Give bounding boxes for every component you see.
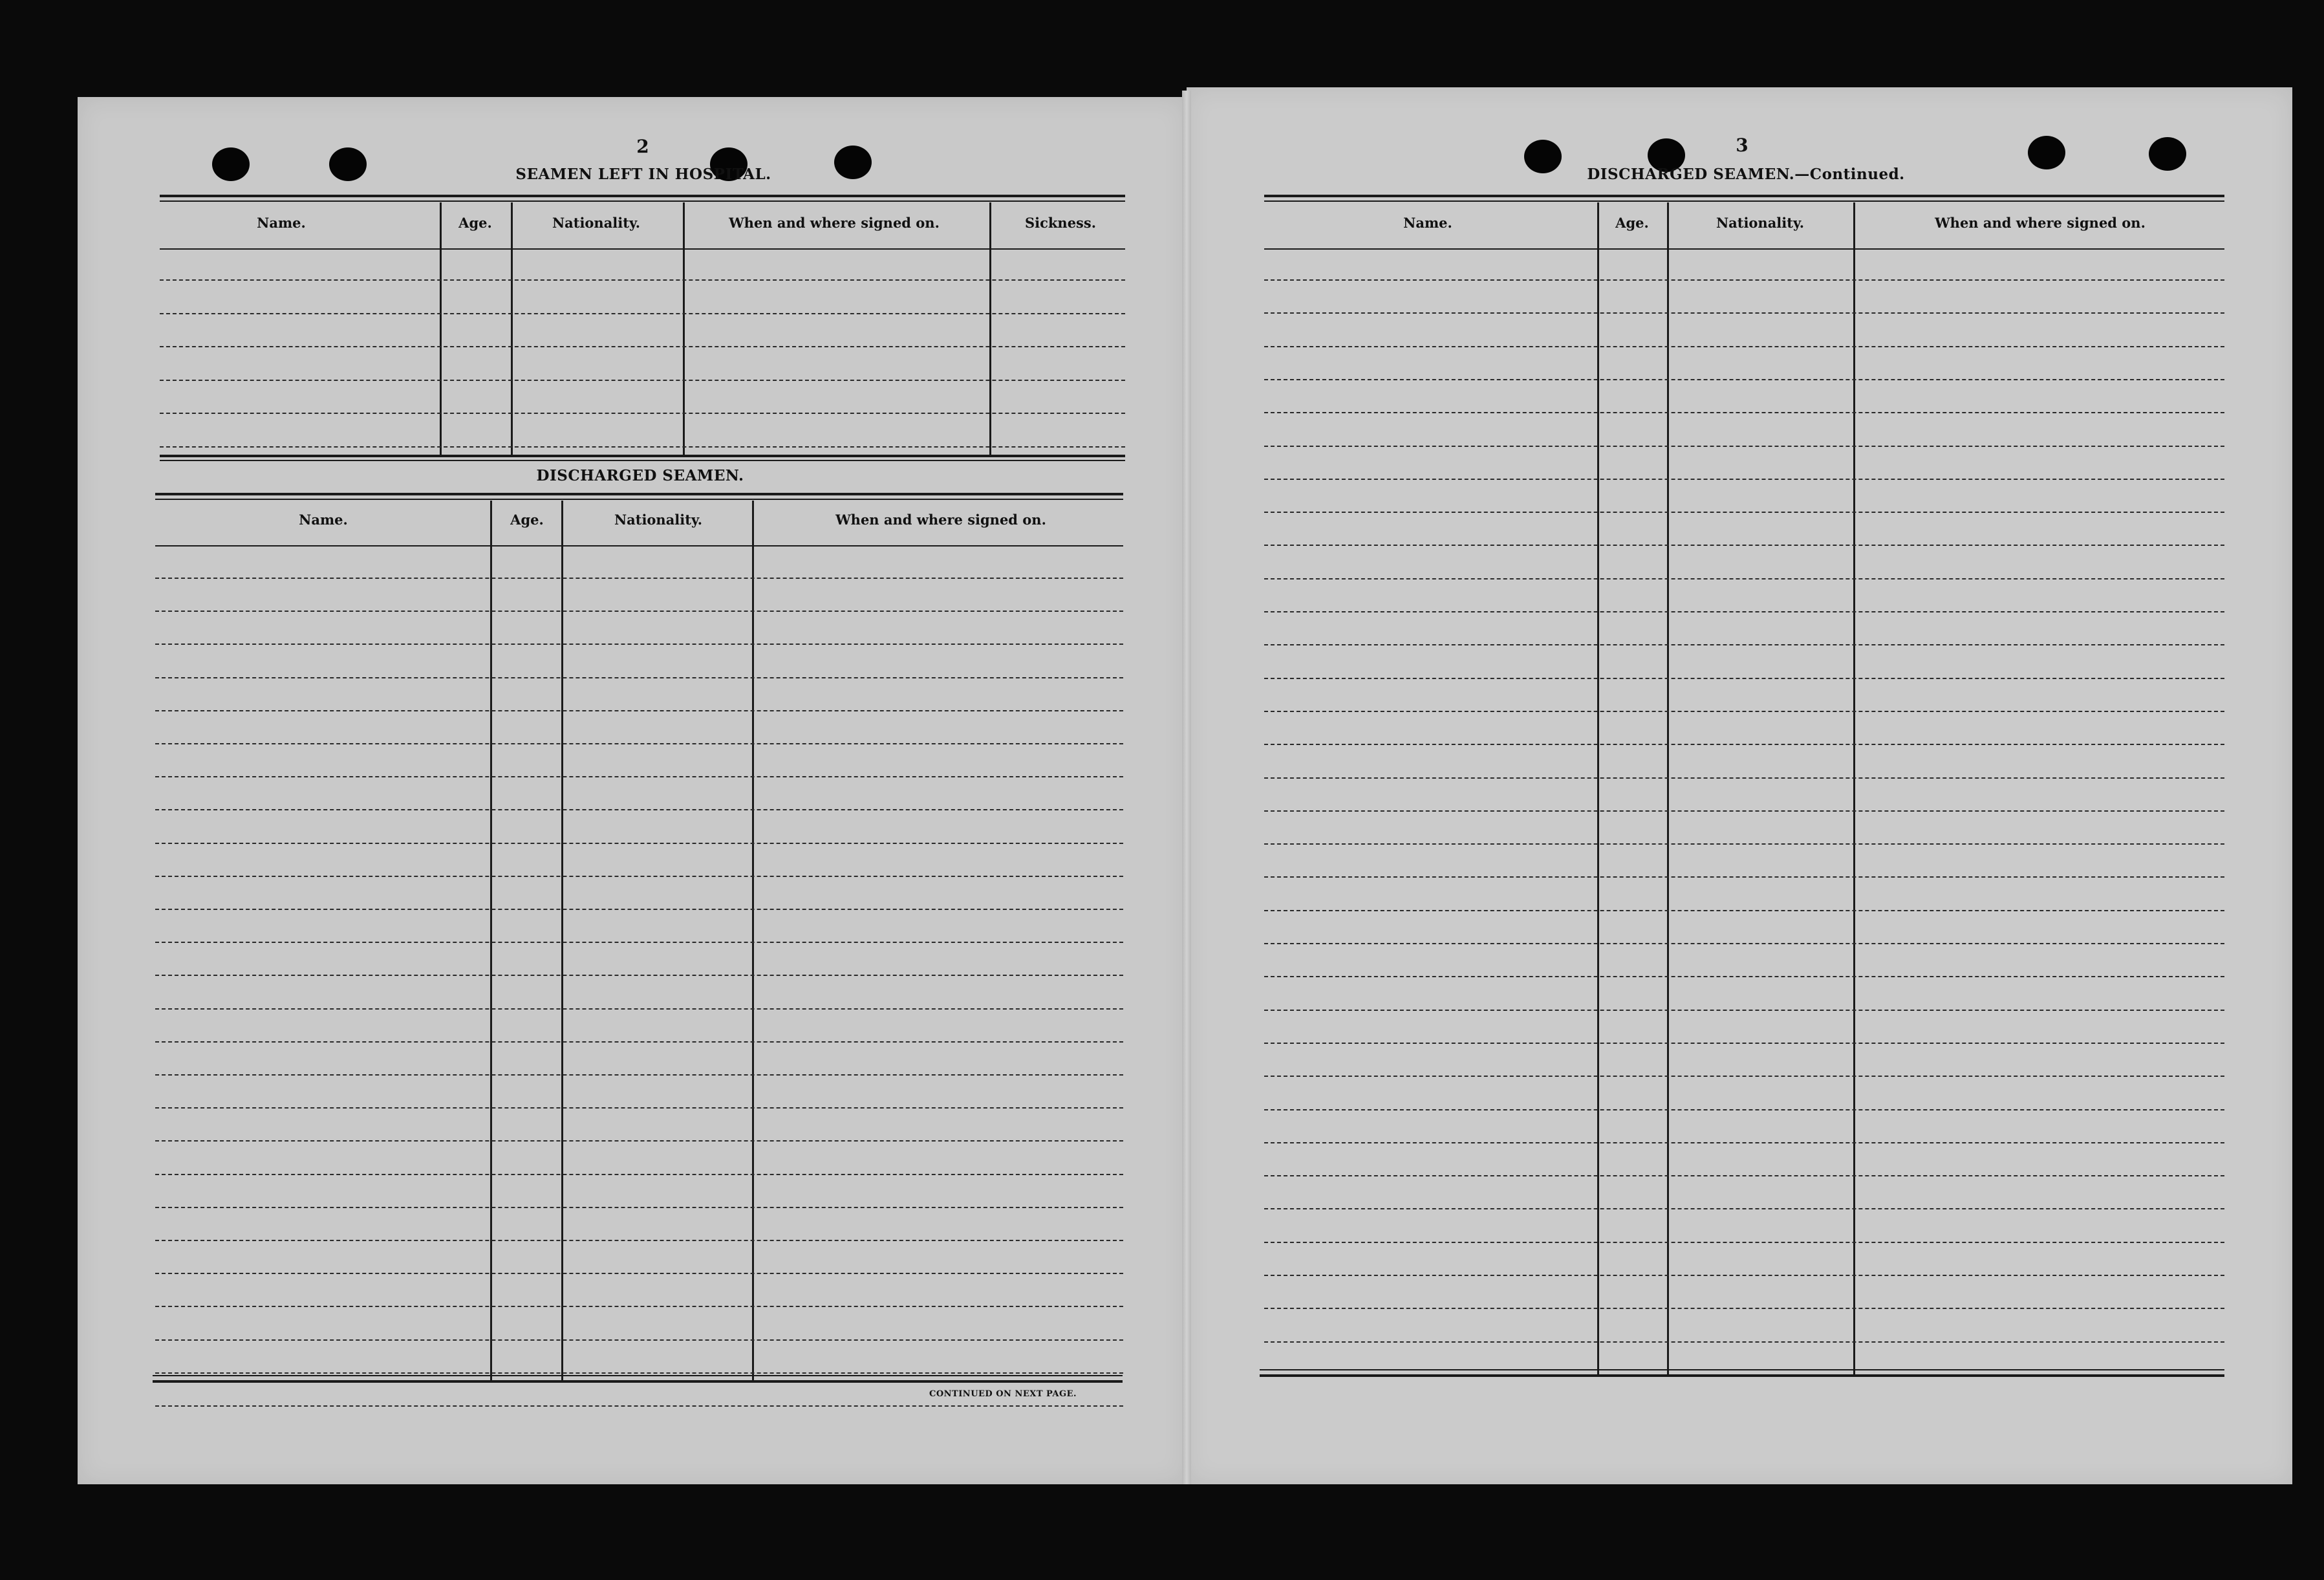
table-row	[155, 942, 1123, 943]
table-row	[1264, 810, 2224, 812]
table-row	[160, 380, 1125, 381]
table-row	[155, 1207, 1123, 1208]
column-header: When and where signed on.	[1935, 215, 2146, 231]
table-row	[1264, 678, 2224, 679]
column-header: Sickness.	[1024, 215, 1097, 231]
table-row	[155, 1074, 1123, 1076]
header-rule	[1264, 248, 2224, 250]
table-row	[155, 1107, 1123, 1109]
table-row	[155, 1306, 1123, 1307]
table-row	[1264, 1076, 2224, 1077]
column-divider	[683, 202, 685, 455]
table-row	[155, 677, 1123, 678]
table-row	[1264, 279, 2224, 281]
table-top-rule	[160, 200, 1125, 202]
table-row	[155, 975, 1123, 976]
table-top-rule	[155, 493, 1123, 495]
punch-hole	[2149, 137, 2186, 171]
column-header: When and where signed on.	[729, 215, 940, 231]
table-row	[1264, 512, 2224, 513]
table-row	[160, 313, 1125, 314]
table-row	[155, 743, 1123, 744]
table-row	[1264, 479, 2224, 480]
column-header: Nationality.	[1716, 215, 1805, 231]
table-row	[1264, 578, 2224, 579]
punch-hole	[1524, 140, 1562, 173]
table-top-rule	[1264, 195, 2224, 197]
table-row	[1264, 843, 2224, 845]
table-bottom-rule	[1260, 1374, 2224, 1377]
table-row	[160, 279, 1125, 281]
table-row	[155, 809, 1123, 810]
table-row	[1264, 777, 2224, 779]
left-page	[78, 97, 1187, 1484]
table-row	[155, 776, 1123, 777]
table-row	[155, 1339, 1123, 1341]
table-row	[1264, 876, 2224, 878]
table-row	[1264, 412, 2224, 413]
column-divider	[440, 202, 442, 455]
page-number-left: 2	[636, 136, 649, 157]
page-fold	[1182, 91, 1191, 1484]
table-row	[160, 413, 1125, 414]
table-row	[1264, 744, 2224, 745]
discharged-section-title: DISCHARGED SEAMEN.	[536, 467, 744, 484]
punch-hole	[2028, 136, 2065, 169]
table-row	[1264, 943, 2224, 944]
table-row	[1264, 346, 2224, 347]
punch-hole	[329, 147, 367, 181]
table-row	[1264, 1275, 2224, 1276]
column-header: Name.	[1403, 215, 1452, 231]
table-row	[155, 1041, 1123, 1043]
hospital-section-title: SEAMEN LEFT IN HOSPITAL.	[515, 166, 771, 183]
table-row	[155, 1140, 1123, 1142]
column-divider	[511, 202, 513, 455]
table-row	[1264, 976, 2224, 977]
table-row	[155, 1240, 1123, 1241]
table-row	[155, 843, 1123, 844]
table-row	[1264, 312, 2224, 314]
table-row	[1264, 1308, 2224, 1309]
discharged-continued-title: DISCHARGED SEAMEN.—Continued.	[1587, 166, 1905, 183]
table-row	[1264, 910, 2224, 911]
table-row	[1264, 446, 2224, 447]
table-row	[155, 611, 1123, 612]
table-row	[1264, 1142, 2224, 1143]
table-row	[1264, 545, 2224, 546]
table-row	[155, 578, 1123, 579]
column-header: Name.	[299, 512, 348, 528]
table-row	[160, 346, 1125, 347]
column-header: Age.	[510, 512, 544, 528]
table-bottom-rule	[160, 455, 1125, 457]
table-row	[155, 710, 1123, 711]
page-number-right: 3	[1736, 135, 1748, 156]
table-row	[1264, 644, 2224, 645]
table-row	[1264, 711, 2224, 712]
table-bottom-rule	[153, 1375, 1123, 1376]
table-row	[1264, 1208, 2224, 1209]
table-top-rule	[1264, 200, 2224, 202]
table-row	[155, 1008, 1123, 1010]
column-header: When and where signed on.	[835, 512, 1046, 528]
continued-note: CONTINUED ON NEXT PAGE.	[929, 1389, 1077, 1399]
column-divider	[989, 202, 991, 455]
table-row	[160, 446, 1125, 448]
header-rule	[155, 545, 1123, 547]
table-row	[1264, 379, 2224, 380]
table-row	[1264, 1043, 2224, 1044]
column-header: Name.	[257, 215, 306, 231]
column-header: Nationality.	[552, 215, 641, 231]
table-row	[155, 1405, 1123, 1407]
table-top-rule	[160, 195, 1125, 197]
table-top-rule	[155, 499, 1123, 500]
table-row	[1264, 611, 2224, 612]
column-header: Nationality.	[614, 512, 703, 528]
table-bottom-rule	[160, 460, 1125, 461]
table-row	[155, 1273, 1123, 1274]
table-row	[1264, 1010, 2224, 1011]
table-bottom-rule	[153, 1380, 1123, 1383]
table-row	[1264, 1109, 2224, 1110]
table-row	[155, 876, 1123, 877]
table-row	[155, 644, 1123, 645]
table-row	[1264, 1242, 2224, 1243]
table-row	[155, 909, 1123, 910]
header-rule	[160, 248, 1125, 250]
table-row	[1264, 1341, 2224, 1343]
column-header: Age.	[458, 215, 492, 231]
table-row	[155, 1372, 1123, 1374]
punch-hole	[212, 147, 250, 181]
table-row	[1264, 1175, 2224, 1176]
table-row	[155, 1174, 1123, 1175]
table-bottom-rule	[1260, 1369, 2224, 1370]
column-header: Age.	[1615, 215, 1649, 231]
